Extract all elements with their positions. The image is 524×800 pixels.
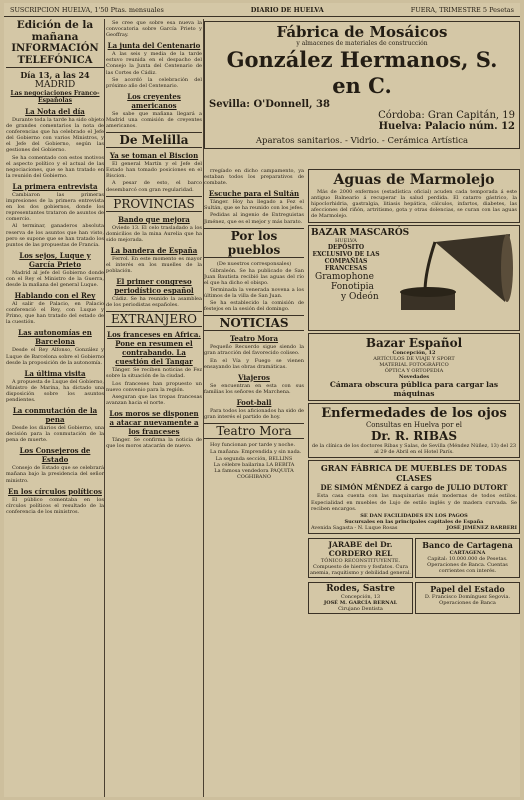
section-heading: Escuche para el Sultán [208,189,300,199]
bottom-ads-row [308,536,520,580]
section-heading: Teatro Mora [229,334,279,344]
subscription-outside: FUERA, TRIMESTRE 5 Pesetas [410,5,514,14]
article-paragraph: Desde los diarios del Gobierno, una decisión para la conmutación de la pena de muerte. [6,425,104,444]
article-paragraph: Los franceses han propuesto un nuevo convenio para la región. [106,380,202,393]
newspaper-page [4,3,520,797]
article-paragraph: El público comentaba en los círculos políticos el resultado de la conferencia de los ministros. [6,496,104,515]
bazar-espanol-title: Bazar Español [365,336,463,351]
edition-title: Edición de la mañana [16,19,94,43]
teatro-mora-heading: Teatro Mora [204,423,304,439]
article-paragraph: Madrid al jefe del Gobierno donde con el Rey el Ministro de la Guerra, desde la mañana del general Luque. [6,269,104,288]
article-paragraph: La mañana: Emprendida y sin nada. [210,449,302,456]
gramophone-illustration [395,232,515,316]
banco-ad [415,538,520,578]
section-heading: En los círculos políticos [8,486,102,496]
brand-gramophone: Gramophone [315,272,374,283]
article-paragraph: Gibraleón. Se ha publicado de San Juan Bautista recibió las aguas del río el que ha dicho el obispo. [204,267,304,286]
muebles-subtitle: DE SIMÓN MÉNDEZ á cargo de JULIO DUTORT [320,483,508,493]
mosaicos-ad [204,21,520,149]
marmolejo-text: Más de 2000 enfermos (estadística oficial) acuden cada temporada á este antiguo Balneario á recuperar la salud perdida. El catarro gástrico, la hipoclorhidria, gastralgia, litiasis hepática, cálculos, infartos, diabetes, las afecciones del riñón, artritismo, gota y otras dolencias, se curan con las aguas de Marmolejo. [311,189,517,220]
article-paragraph: Pequeño Recuerdo sigue siendo la gran atracción del favorecido coliseo. [204,344,304,357]
section-heading: Viajeros [238,372,270,382]
article-paragraph: Se acordó la celebración del próximo año del Centenario. [106,76,202,89]
section-heading: Las autonomías en Barcelona [18,328,92,347]
papel-ad [415,582,520,614]
article-paragraph: Se cree que sobre esa nueva la convocatoria sobre García Prieto y Geoffray. [106,20,202,39]
section-heading: Foot-ball [236,397,272,407]
bazar-mascaros-ad [308,225,520,331]
sucursal-right: JOSÉ JIMÉNEZ BARBERI [446,524,517,531]
date-line: Día 13, a las 24 [20,70,90,80]
extranjero-heading: EXTRANJERO [106,311,202,327]
column-2 [106,19,202,797]
article-paragraph: A pesar de esto, el barco desembarcó con gran regularidad. [106,180,202,193]
ojos-title: Enfermedades de los ojos [321,406,507,422]
rodes-ad [308,582,413,614]
article-paragraph: Se ha establecido la comisión de festejos en la sesión del domingo. [204,300,304,313]
article-paragraph: En el Vía y Fuego se vienen ensayando las obras dramáticas. [204,357,304,370]
article-paragraph: Cádiz. Se ha reunido la asamblea de los periodistas españoles. [106,296,202,309]
bazar-espanol-line: MATERIAL FOTOGRÁFICO [379,362,449,369]
article-paragraph: Tánger. Se confirma la noticia de que los moros atacarán de nuevo. [106,436,202,449]
article-paragraph: Tánger. Se reciben noticias de Fez sobre la situación de la ciudad. [106,367,202,380]
sucursales-line: Sucursales en las principales capitales de España [344,518,484,525]
banco-subtitle: CARTAGENA [449,549,486,556]
muebles-title: GRAN FÁBRICA DE MUEBLES DE TODAS CLASES [320,463,508,484]
right-block [204,19,520,797]
mosaicos-title: Fábrica de Mosáicos [276,23,448,41]
article-paragraph: Para todos los aficionados ha sido de gran interés el partido de hoy. [204,407,304,420]
camara-text: Cámara obscura pública para cargar las máquinas [329,380,499,399]
article-paragraph: Desde el Rey Alfonso, González y Luque de Barcelona sobre el Gobierno desde la proposición de la autonomía. [6,347,104,366]
article-paragraph: A las seis y media de la tarde estuvo reunida en el despacho del Consejo la Junta del Centenario de las Cortes de Cádiz. [106,51,202,76]
article-paragraph: Durante toda la tarde ha sido objeto de grandes comentarios la nota de conferencias que ha celebrado el Jefe del Gobierno con varios Ministros, y el Jefe del Gobierno, según las gestiones del Gobierno. [6,117,104,154]
article-paragraph: Ferrol. En este momento es mayor el interés en los muelles de la población. [106,255,202,275]
melilla-heading: De Melilla [106,132,202,148]
ojos-subtitle: Consultas en Huelva por el [365,421,463,430]
bazar-deposit: DEPÓSITO EXCLUSIVO DE LAS COMPAÑÍAS FRANCESAS [312,244,380,273]
jarabe-ad [308,538,413,578]
provincias-heading: PROVINCIAS [106,196,202,212]
program-line: La segunda sección, BELLINS [215,456,293,463]
marmolejo-ad [308,169,520,223]
banco-text: Capital: 10.000.000 de Pesetas. Operaciones de Banca. Cuentas corrientes con interés. [427,555,508,574]
article-paragraph: Pedidas al ingenio de Entreguistas Jiménez, que es el mejor y más barato. [204,212,304,225]
section-heading: La última visita [24,368,86,378]
article-paragraph: Oviedo 13. El celo trasladado a los domicilios de la mina Aurelia que ha sido mejorada. [106,224,202,243]
brand-fonotipia: Fonotipia [331,282,374,293]
bazar-city: HUELVA [335,238,357,245]
article-paragraph: El general Martín y el Jefe del Estado han tomado posiciones en el Biscion. [106,161,202,180]
section-heading: Bando que mejora [118,214,190,224]
huelva-address: Huelva: Palacio núm. 12 [378,121,515,132]
masthead-bar [4,3,520,17]
papel-title: Papel del Estado [430,583,505,594]
section-heading: Ya se toman el Biscion [109,151,199,161]
column-1 [6,19,104,797]
section-heading: La Nota del día [25,107,85,116]
cordoba-address: Córdoba: Gran Capitán, 19 [378,110,515,121]
section-heading: La primera entrevista [12,181,98,191]
pueblos-heading: Por los pueblos [204,228,304,258]
subscription-local: SUSCRIPCION HUELVA, 1'50 Ptas. mensuales [10,5,164,14]
section-heading: Hablando con el Rey [14,291,96,301]
section-heading: Los sejos, Luque y García Prieto [19,250,91,269]
city-madrid: MADRID [34,80,76,90]
article-paragraph: Se encuentran en esta con sus familias los señores de Marchena. [204,382,304,395]
ojos-ad [308,403,520,458]
papel-text: D. Francisco Domínguez Segovia. Operaciones de Banca [424,593,511,606]
section-heading: Los Consejeros de Estado [19,446,91,465]
bazar-espanol-line: Novedades [398,374,430,381]
jarabe-text: TÓNICO RECONSTITUYENTE. Compuesto de hierro y fosfatos. Cura anemia, raquitismo y debilidad general. [310,557,412,576]
article-paragraph: Al terminar, ganaderos absoluta reserva de los asuntos que han visto, pero se supone que se han tratado los puntos de las propuestas de Francia. [6,223,104,248]
section-heading: Los franceses en Africa. Pone en resumen el contrabando. La cuestión del Tangar [107,330,201,367]
bottom-ads-row-2 [308,580,520,616]
section-heading: La conmutación de la pena [12,406,98,425]
subtitle: Las negociaciones Franco-Españolas [10,90,100,104]
noticias-heading: NOTICIAS [204,315,304,331]
article-paragraph: rregíado en dicho campamento, ya estaban todos los preparativos de combate. [204,168,304,187]
ojos-text: de la clínica de los doctores Ribas y Salas, de Sevilla (Méndez Núñez, 13) del 23 al 29 de Abril en el Hotel París. [311,443,517,456]
article-paragraph: Hoy funcionan por tarde y noche. [210,442,296,449]
article-paragraph: Tánger. Hoy ha llegado a Fez el Sultán, que se ha reunido con los jefes. [204,199,304,212]
bazar-espanol-line: ARTÍCULOS DE VIAJE Y SPORT [373,356,455,363]
ojos-doctor: Dr. R. RIBAS [370,429,457,444]
telefonica-title: INFORMACIÓN TELEFÓNICA [6,43,104,68]
marmolejo-title: Aguas de Marmolejo [333,172,495,188]
mosaicos-products: Aparatos sanitarios. - Vidrio. - Cerámica Artística [255,136,469,146]
bazar-espanol-line: ÓPTICA Y ORTOPEDIA [384,368,444,375]
bazar-espanol-address: Concepción, 12 [392,350,436,357]
article-paragraph: Al salir de Palacio, en Palacio conferenció el Rey, con Luque y Primo, que han tratado del estado de la cuestión. [6,301,104,326]
article-paragraph: A propuesta de Luque del Gobierno, Ministro de Marina, ha dictado una disposición sobre los asuntos pendientes. [6,378,104,403]
muebles-ad [308,460,520,533]
article-paragraph: Se ha comentado con estos motivos el aspecto político y el actual de las negociaciones, que se han tratado en la reunión del Gobierno. [6,154,104,179]
column-rule [104,19,105,797]
section-heading: Los moros se disponen a atacar nuevamente a los franceses [109,408,199,436]
column-ads [308,167,520,797]
jarabe-title: JARABE del Dr. CORDERO REL [328,539,393,558]
garcia-text: Cirujano Dentista [338,605,383,612]
brand-odeon: y Odeón [341,292,379,303]
section-heading: La bandera de España [110,245,198,255]
article-paragraph: Terminada la venerada novena a los últimos de la villa de San Juan. [204,286,304,300]
section-heading: El primer congreso periodístico español [114,277,194,296]
article-paragraph: Aseguran que las tropas francesas avanzan hacia el norte. [106,393,202,406]
bazar-espanol-ad [308,333,520,401]
garcia-title: JOSÉ M. GARCÍA BERNAL [323,599,398,606]
column-3 [204,167,304,797]
article-paragraph: Se sabe que mañana llegará a Madrid una comisión de creyentes americanos. [106,110,202,130]
article-paragraph: Cambiaron las primeras impresiones de la primera entrevista en los dos gobiernos, donde los representantes trataron de asuntos de comercio. [6,191,104,223]
mosaicos-subtitle: y almacenes de materiales de construcción [296,40,428,47]
muebles-text: Esta casa cuenta con las maquinarias más modernas de todos estilos. Especialidad en muebles de Lujo de estilo inglés y de madera curvada. Se reciben encargos. [311,493,517,512]
section-heading: Los creyentes americanos [127,91,181,110]
pueblos-subheading: (De nuestros corresponsales) [216,260,292,267]
newspaper-name: DIARIO DE HUELVA [250,5,324,14]
company-name: González Hermanos, S. en C. [226,47,498,98]
rodes-address: Concepción, 13 [340,593,381,600]
section-heading: La junta del Centenario [107,41,201,51]
article-paragraph: Consejo de Estado que se celebrará mañana bajo la presidencia del señor ministro. [6,465,104,484]
bazar-title: BAZAR MASCARÓS [311,228,410,239]
banco-title: Banco de Cartagena [422,539,513,550]
sevilla-address: Sevilla: O'Donnell, 38 [209,99,330,110]
program-line: La célebre bailarina LA BEBITA [213,462,295,469]
rodes-title: Rodes, Sastre [326,583,395,594]
program-line: La famosa vendedora PAQUITA COGHIBANO [214,468,294,481]
sucursal-left: Avenida Sagasta - N. Luque Rosas [311,524,398,531]
muebles-facilities: SE DAN FACILIDADES EN LOS PAGOS [360,512,468,519]
